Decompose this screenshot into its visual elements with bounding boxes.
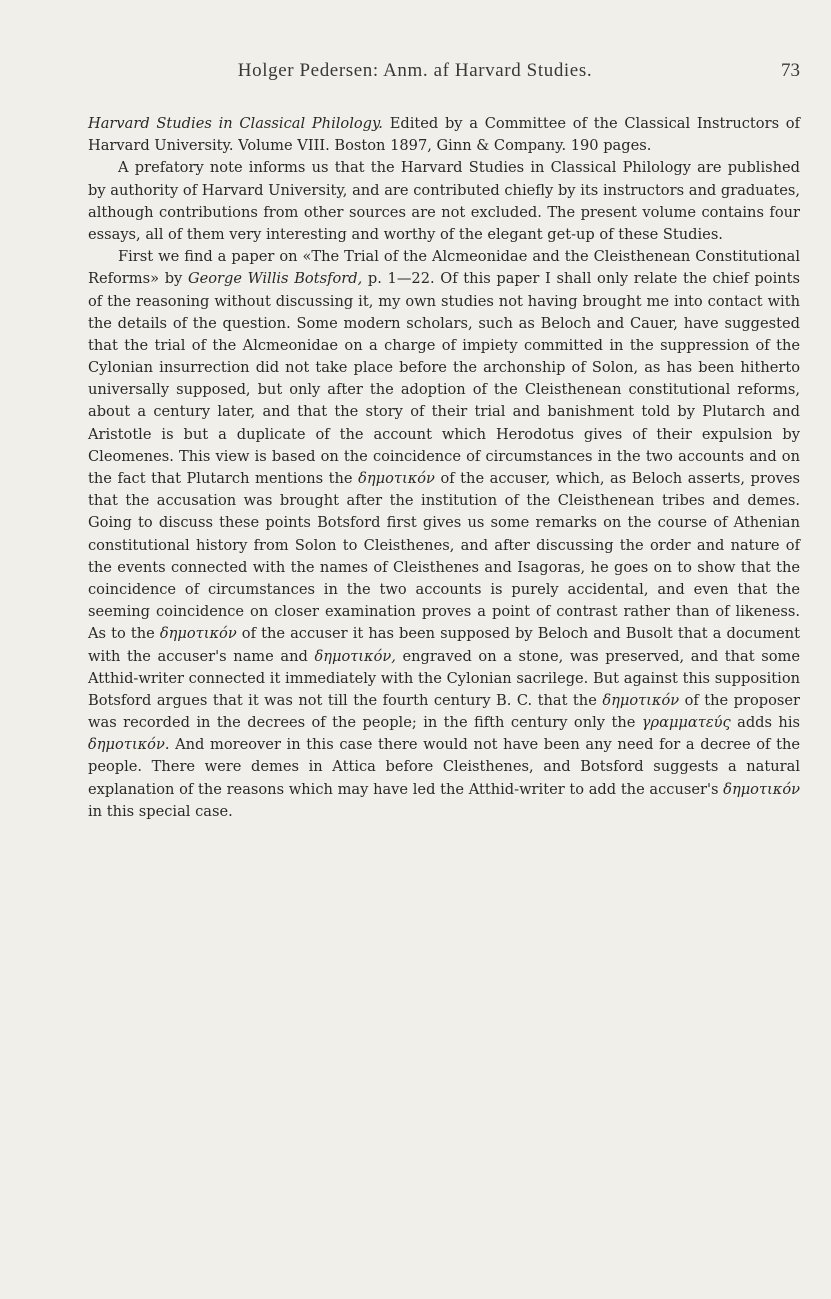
- greek-term: δημοτικόν: [358, 470, 435, 487]
- running-head: Holger Pedersen: Anm. af Harvard Studies.: [237, 60, 593, 81]
- text-segment: First we find a paper on «The Trial of the Alcmeonidae and the Cleisthenean Constitutional Reforms» by: [88, 248, 800, 288]
- greek-term: δημοτικόν: [159, 625, 237, 643]
- text-segment: p. 1—22. Of this paper I shall only relate the chief points of the reasoning without discussing it, my own studies not having brought me into contact with the details of the question. Some modern scholars, such as Beloch and Cauer, have suggested that the trial of the Alcmeonidae on a charge of impiety committed in the suppression of the Cylonian insurrection did not take place before the archonship of Solon, as has been hitherto universally supposed, but only after the adoption of the Cleisthenean constitutional reforms, about a century later, and that the story of their trial and banishment told by Plutarch and Aristotle is but a duplicate of the account which Herodotus gives of their expulsion by Cleomenes. This view is based on the coincidence of circumstances in the two accounts and on the fact that Plutarch mentions the: [88, 270, 800, 487]
- text-segment: of the accuser it has been supposed by Beloch and Busolt that a document with the accuser's name and: [88, 625, 800, 665]
- text-segment: adds his: [730, 714, 800, 732]
- citation: [88, 113, 800, 157]
- citation-details: Edited by a Committee of the Classical Instructors of Harvard University. Volume VIII. Boston 1897, Ginn & Company. 190 pages.: [88, 115, 800, 155]
- author-name: George Willis Botsford,: [187, 270, 363, 288]
- greek-term: γραμματεύς: [641, 714, 731, 732]
- greek-term: δημοτικόν.: [88, 736, 170, 754]
- greek-term: δημοτικόν: [723, 780, 800, 798]
- greek-term: δημοτικόν: [602, 691, 680, 709]
- citation-title: Harvard Studies in Classical Philology.: [88, 115, 383, 132]
- greek-term: δημοτικόν,: [314, 647, 396, 665]
- body-text: [88, 113, 800, 823]
- text-segment: engraved on a stone, was preserved, and that some Atthid-writer connected it immediately with the Cylonian sacrilege. But against this supposition Botsford argues that it was not till the fourth century B. C. that the: [88, 647, 800, 709]
- text-segment: of the proposer was recorded in the decrees of the people; in the fifth century only the: [88, 691, 800, 732]
- page-number: 73: [781, 60, 800, 81]
- text-segment: of the accuser, which, as Beloch asserts, proves that the accusation was brought after the institution of the Cleisthenean tribes and demes. Going to discuss these points Botsford first gives us some remarks on the course of Athenian constitutional history from Solon to Cleisthenes, and after discussing the order and nature of the events connected with the names of Cleisthenes and Isagoras, he goes on to show that the coincidence of circumstances in the two accounts is purely accidental, and even that the seeming coincidence on closer examination proves a point of contrast rather than of likeness. As to the: [88, 470, 801, 643]
- paragraph-botsford: [88, 246, 800, 823]
- paragraph-prefatory-note: A prefatory note informs us that the Harvard Studies in Classical Philology are published by authority of Harvard University, and are contributed chiefly by its instructors and graduates, although contributions from other sources are not excluded. The present volume contains four essays, all of them very interesting and worthy of the elegant get-up of these Studies.: [88, 159, 800, 243]
- text-segment: in this special case.: [88, 802, 233, 820]
- page-header: [90, 60, 800, 90]
- text-segment: And moreover in this case there would not have been any need for a decree of the people. There were demes in Attica before Cleisthenes, and Botsford suggests a natural explanation of the reasons which may have led the Atthid-writer to add the accuser's: [88, 736, 800, 798]
